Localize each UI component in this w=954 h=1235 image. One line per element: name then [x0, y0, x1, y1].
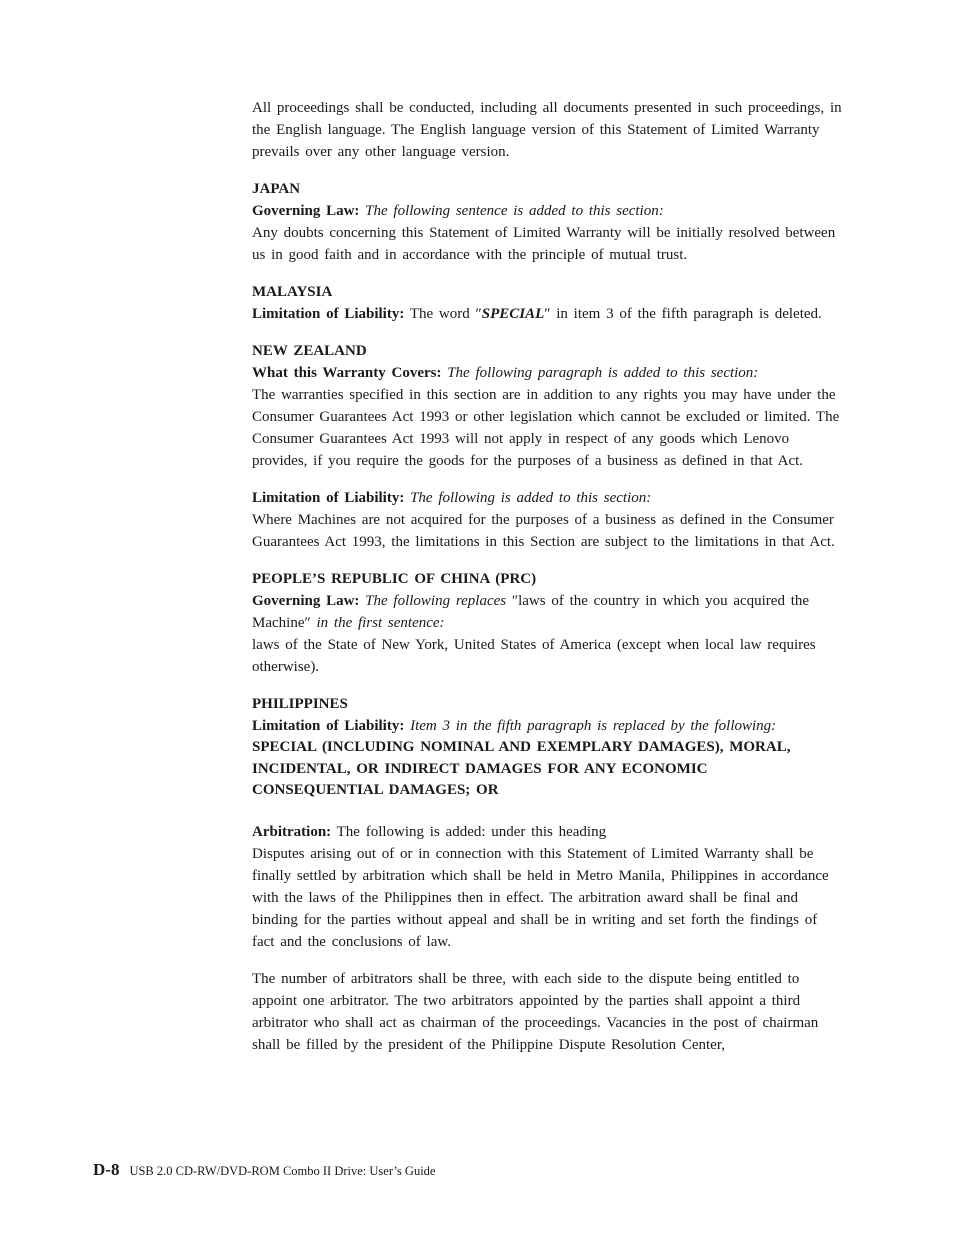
japan-label: Governing Law:: [252, 203, 360, 219]
ph-arb-text2: The number of arbitrators shall be three, with each side to the dispute being entitled to appoint one arbitrator. The two arbitrators appointed by the parties shall appoint a third arbitrator who shall act as chairman of the proceedings. Vacancies in the post of chairman shall be filled by the president of the Philippine Dispute Resolution Center,: [252, 970, 819, 1053]
nz-heading: NEW ZEALAND: [252, 343, 367, 359]
section-prc: [252, 568, 842, 678]
prc-governing-law: [252, 590, 842, 634]
ph-limitation: [252, 715, 842, 737]
section-new-zealand: [252, 340, 842, 472]
nz-italic: The following paragraph is added to this section:: [447, 365, 759, 381]
prc-heading: PEOPLE’S REPUBLIC OF CHINA (PRC): [252, 571, 537, 587]
malaysia-label: Limitation of Liability:: [252, 306, 405, 322]
japan-italic: The following sentence is added to this section:: [365, 203, 664, 219]
ph-arb-label: Arbitration:: [252, 823, 332, 840]
japan-text: Any doubts concerning this Statement of Limited Warranty will be initially resolved between us in good faith and in accordance with the principle of mutual trust.: [252, 225, 836, 263]
ph-label: Limitation of Liability:: [252, 718, 405, 734]
page-content: [252, 97, 842, 1071]
nz-label2: Limitation of Liability:: [252, 490, 405, 506]
prc-label: Governing Law:: [252, 593, 360, 609]
nz-label: What this Warranty Covers:: [252, 365, 442, 381]
ph-arb-text: Disputes arising out of or in connection with this Statement of Limited Warranty shall be finally settled by arbitration which shall be held in Metro Manila, Philippines in accordance with the laws of the Philippines then in effect. The arbitration award shall be final and binding for the parties without appeal and shall be in writing and set forth the findings of fact and the conclusions of law.: [252, 845, 829, 950]
nz-warranty-covers: [252, 362, 842, 384]
prc-italic-b: in the first sentence:: [316, 615, 445, 631]
ph-arb-intro: The following is added: under this heading: [336, 823, 607, 840]
nz-text2: Where Machines are not acquired for the purposes of a business as defined in the Consumer Guarantees Act 1993, the limitations in this Section are subject to the limitations in that Act.: [252, 512, 835, 550]
japan-heading: JAPAN: [252, 181, 301, 197]
page-footer: [93, 1160, 435, 1180]
section-japan: [252, 178, 842, 266]
section-malaysia: [252, 281, 842, 325]
section-new-zealand-limitation: [252, 487, 842, 553]
section-philippines-arbitration: [252, 821, 842, 953]
ph-arbitration: [252, 821, 842, 843]
page-number: D-8: [93, 1160, 120, 1179]
section-philippines: [252, 693, 842, 802]
nz-italic2: The following is added to this section:: [410, 490, 652, 506]
ph-italic: Item 3 in the fifth paragraph is replaced by the following:: [410, 718, 777, 734]
japan-governing-law: [252, 200, 842, 222]
ph-heading: PHILIPPINES: [252, 696, 348, 712]
nz-limitation: [252, 487, 842, 509]
prc-italic-a: The following replaces: [365, 593, 507, 609]
malaysia-heading: MALAYSIA: [252, 284, 333, 300]
malaysia-text-a: The word ″: [409, 306, 482, 322]
prc-text: laws of the State of New York, United States of America (except when local law requires otherwise).: [252, 637, 816, 675]
intro-paragraph: All proceedings shall be conducted, including all documents presented in such proceedings, in the English language. The English language version of this Statement of Limited Warranty prevails over any other language version.: [252, 100, 842, 160]
malaysia-special: SPECIAL: [481, 306, 545, 322]
prc-quoted: ″laws of the country in which you acquired the Machine″: [252, 593, 810, 631]
nz-text: The warranties specified in this section are in addition to any rights you may have under the Consumer Guarantees Act 1993 or other legislation which cannot be excluded or limited. The Consumer Guarantees Act 1993 will not apply in respect of any goods which Lenovo provides, if you require the goods for the purposes of a business as defined in that Act.: [252, 387, 840, 469]
malaysia-text-b: ″ in item 3 of the fifth paragraph is deleted.: [544, 306, 822, 322]
malaysia-limitation: [252, 303, 842, 325]
footer-title: USB 2.0 CD-RW/DVD-ROM Combo II Drive: User’s Guide: [129, 1164, 436, 1178]
ph-caps-text: SPECIAL (INCLUDING NOMINAL AND EXEMPLARY DAMAGES), MORAL, INCIDENTAL, OR INDIRECT DAMAGES FOR ANY ECONOMIC CONSEQUENTIAL DAMAGES; OR: [252, 739, 791, 798]
